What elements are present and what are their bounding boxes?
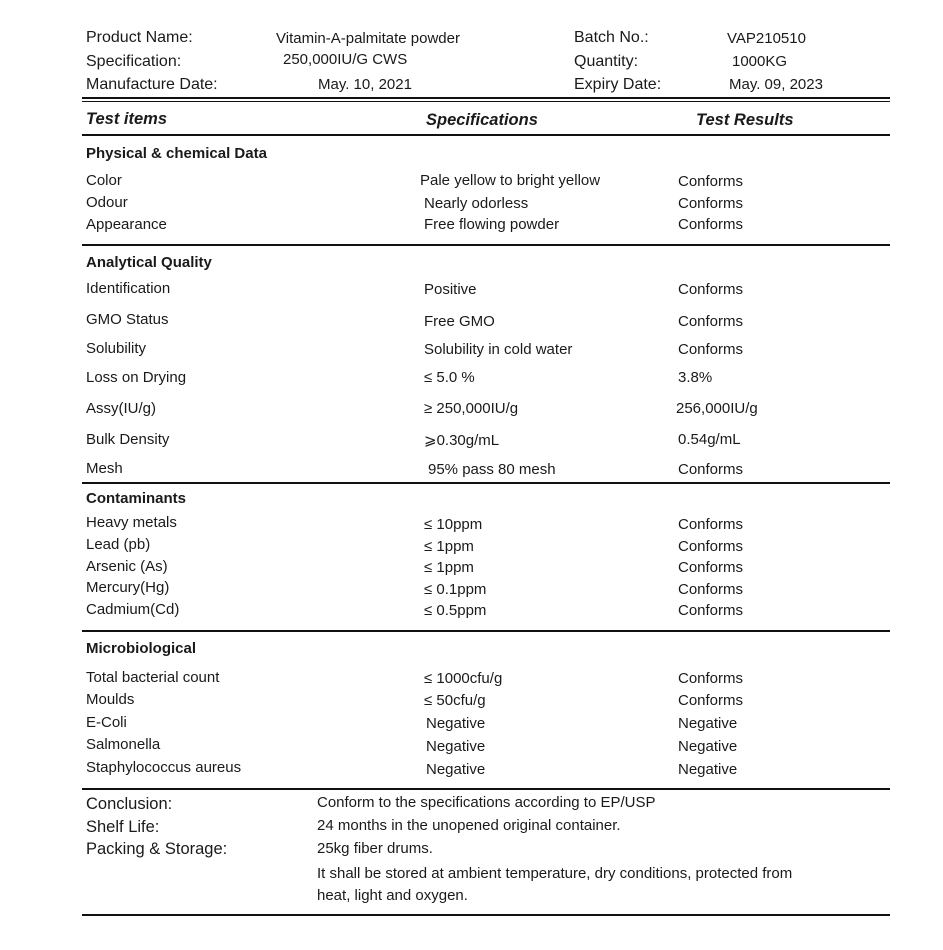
conclusion-value: Conform to the specifications according to EP/USP [317,794,656,811]
item-assay: Assy(IU/g) [86,400,157,417]
expiry-date-label: Expiry Date: [574,76,662,93]
spec-mercury: ≤ 0.1ppm [424,581,487,598]
column-test-items: Test items [86,110,168,128]
result-assay: 256,000IU/g [676,400,758,417]
result-cadmium: Conforms [678,602,744,619]
storage-line-2: heat, light and oxygen. [317,887,468,904]
spec-identification: Positive [424,281,477,298]
item-moulds: Moulds [86,691,135,708]
column-specifications: Specifications [426,111,538,129]
spec-lead: ≤ 1ppm [424,538,474,555]
packing-value: 25kg fiber drums. [317,840,433,857]
section-title-analytical-quality: Analytical Quality [86,254,212,271]
item-appearance: Appearance [86,216,167,233]
result-solubility: Conforms [678,341,744,358]
result-heavy-metals: Conforms [678,516,744,533]
product-name-label: Product Name: [86,29,193,46]
section-rule-3 [82,630,890,632]
item-e-coli: E-Coli [86,714,127,731]
item-staphylococcus-aureus: Staphylococcus aureus [86,759,242,776]
result-total-bacterial-count: Conforms [678,670,744,687]
spec-cadmium: ≤ 0.5ppm [424,602,487,619]
spec-mesh: 95% pass 80 mesh [428,461,556,478]
result-gmo-status: Conforms [678,313,744,330]
section-title-microbiological: Microbiological [86,640,197,657]
spec-arsenic: ≤ 1ppm [424,559,474,576]
result-e-coli: Negative [678,715,738,732]
column-heading-rule [82,134,890,136]
result-mercury: Conforms [678,581,744,598]
spec-loss-on-drying: ≤ 5.0 % [424,369,475,386]
result-arsenic: Conforms [678,559,744,576]
product-name-value: Vitamin-A-palmitate powder [276,30,460,47]
section-rule-1 [82,244,890,246]
section-rule-2 [82,482,890,484]
shelf-life-label: Shelf Life: [86,818,160,836]
spec-solubility: Solubility in cold water [424,341,573,358]
item-total-bacterial-count: Total bacterial count [86,669,220,686]
spec-moulds: ≤ 50cfu/g [424,692,486,709]
spec-total-bacterial-count: ≤ 1000cfu/g [424,670,503,687]
item-arsenic: Arsenic (As) [86,558,168,575]
result-odour: Conforms [678,195,744,212]
item-identification: Identification [86,280,171,297]
spec-staphylococcus-aureus: Negative [426,761,486,778]
footer-rule [82,914,890,916]
result-moulds: Conforms [678,692,744,709]
spec-e-coli: Negative [426,715,486,732]
batch-no-label: Batch No.: [574,29,649,46]
specification-label: Specification: [86,53,182,70]
result-identification: Conforms [678,281,744,298]
result-salmonella: Negative [678,738,738,755]
item-color: Color [86,172,122,189]
spec-assay: ≥ 250,000IU/g [424,400,519,417]
spec-appearance: Free flowing powder [424,216,560,233]
item-heavy-metals: Heavy metals [86,514,177,531]
quantity-label: Quantity: [574,53,639,70]
item-lead: Lead (pb) [86,536,151,553]
item-mercury: Mercury(Hg) [86,579,170,596]
specification-value: 250,000IU/G CWS [283,51,408,68]
spec-bulk-density: ⩾0.30g/mL [424,432,500,449]
result-staphylococcus-aureus: Negative [678,761,738,778]
conclusion-label: Conclusion: [86,795,173,813]
header-double-rule-bottom [82,101,890,102]
result-color: Conforms [678,173,744,190]
spec-color: Pale yellow to bright yellow [420,172,601,189]
section-title-physical-chemical: Physical & chemical Data [86,145,267,162]
item-salmonella: Salmonella [86,736,161,753]
result-mesh: Conforms [678,461,744,478]
item-cadmium: Cadmium(Cd) [86,601,180,618]
packing-storage-label: Packing & Storage: [86,840,228,858]
quantity-value: 1000KG [732,53,788,70]
spec-salmonella: Negative [426,738,486,755]
spec-heavy-metals: ≤ 10ppm [424,516,483,533]
result-bulk-density: 0.54g/mL [678,431,741,448]
item-solubility: Solubility [86,340,147,357]
spec-gmo-status: Free GMO [424,313,495,330]
manufacture-date-label: Manufacture Date: [86,76,218,93]
manufacture-date-value: May. 10, 2021 [318,76,412,93]
item-odour: Odour [86,194,128,211]
result-loss-on-drying: 3.8% [678,369,713,386]
item-mesh: Mesh [86,460,123,477]
batch-no-value: VAP210510 [727,30,806,47]
storage-line-1: It shall be stored at ambient temperature, dry conditions, protected from [317,865,793,882]
expiry-date-value: May. 09, 2023 [729,76,823,93]
shelf-life-value: 24 months in the unopened original container. [317,817,621,834]
section-rule-4 [82,788,890,790]
item-gmo-status: GMO Status [86,311,169,328]
header-double-rule-top [82,97,890,99]
section-title-contaminants: Contaminants [86,490,187,507]
result-lead: Conforms [678,538,744,555]
spec-odour: Nearly odorless [424,195,529,212]
item-bulk-density: Bulk Density [86,431,170,448]
column-test-results: Test Results [696,111,794,129]
item-loss-on-drying: Loss on Drying [86,369,187,386]
result-appearance: Conforms [678,216,744,233]
